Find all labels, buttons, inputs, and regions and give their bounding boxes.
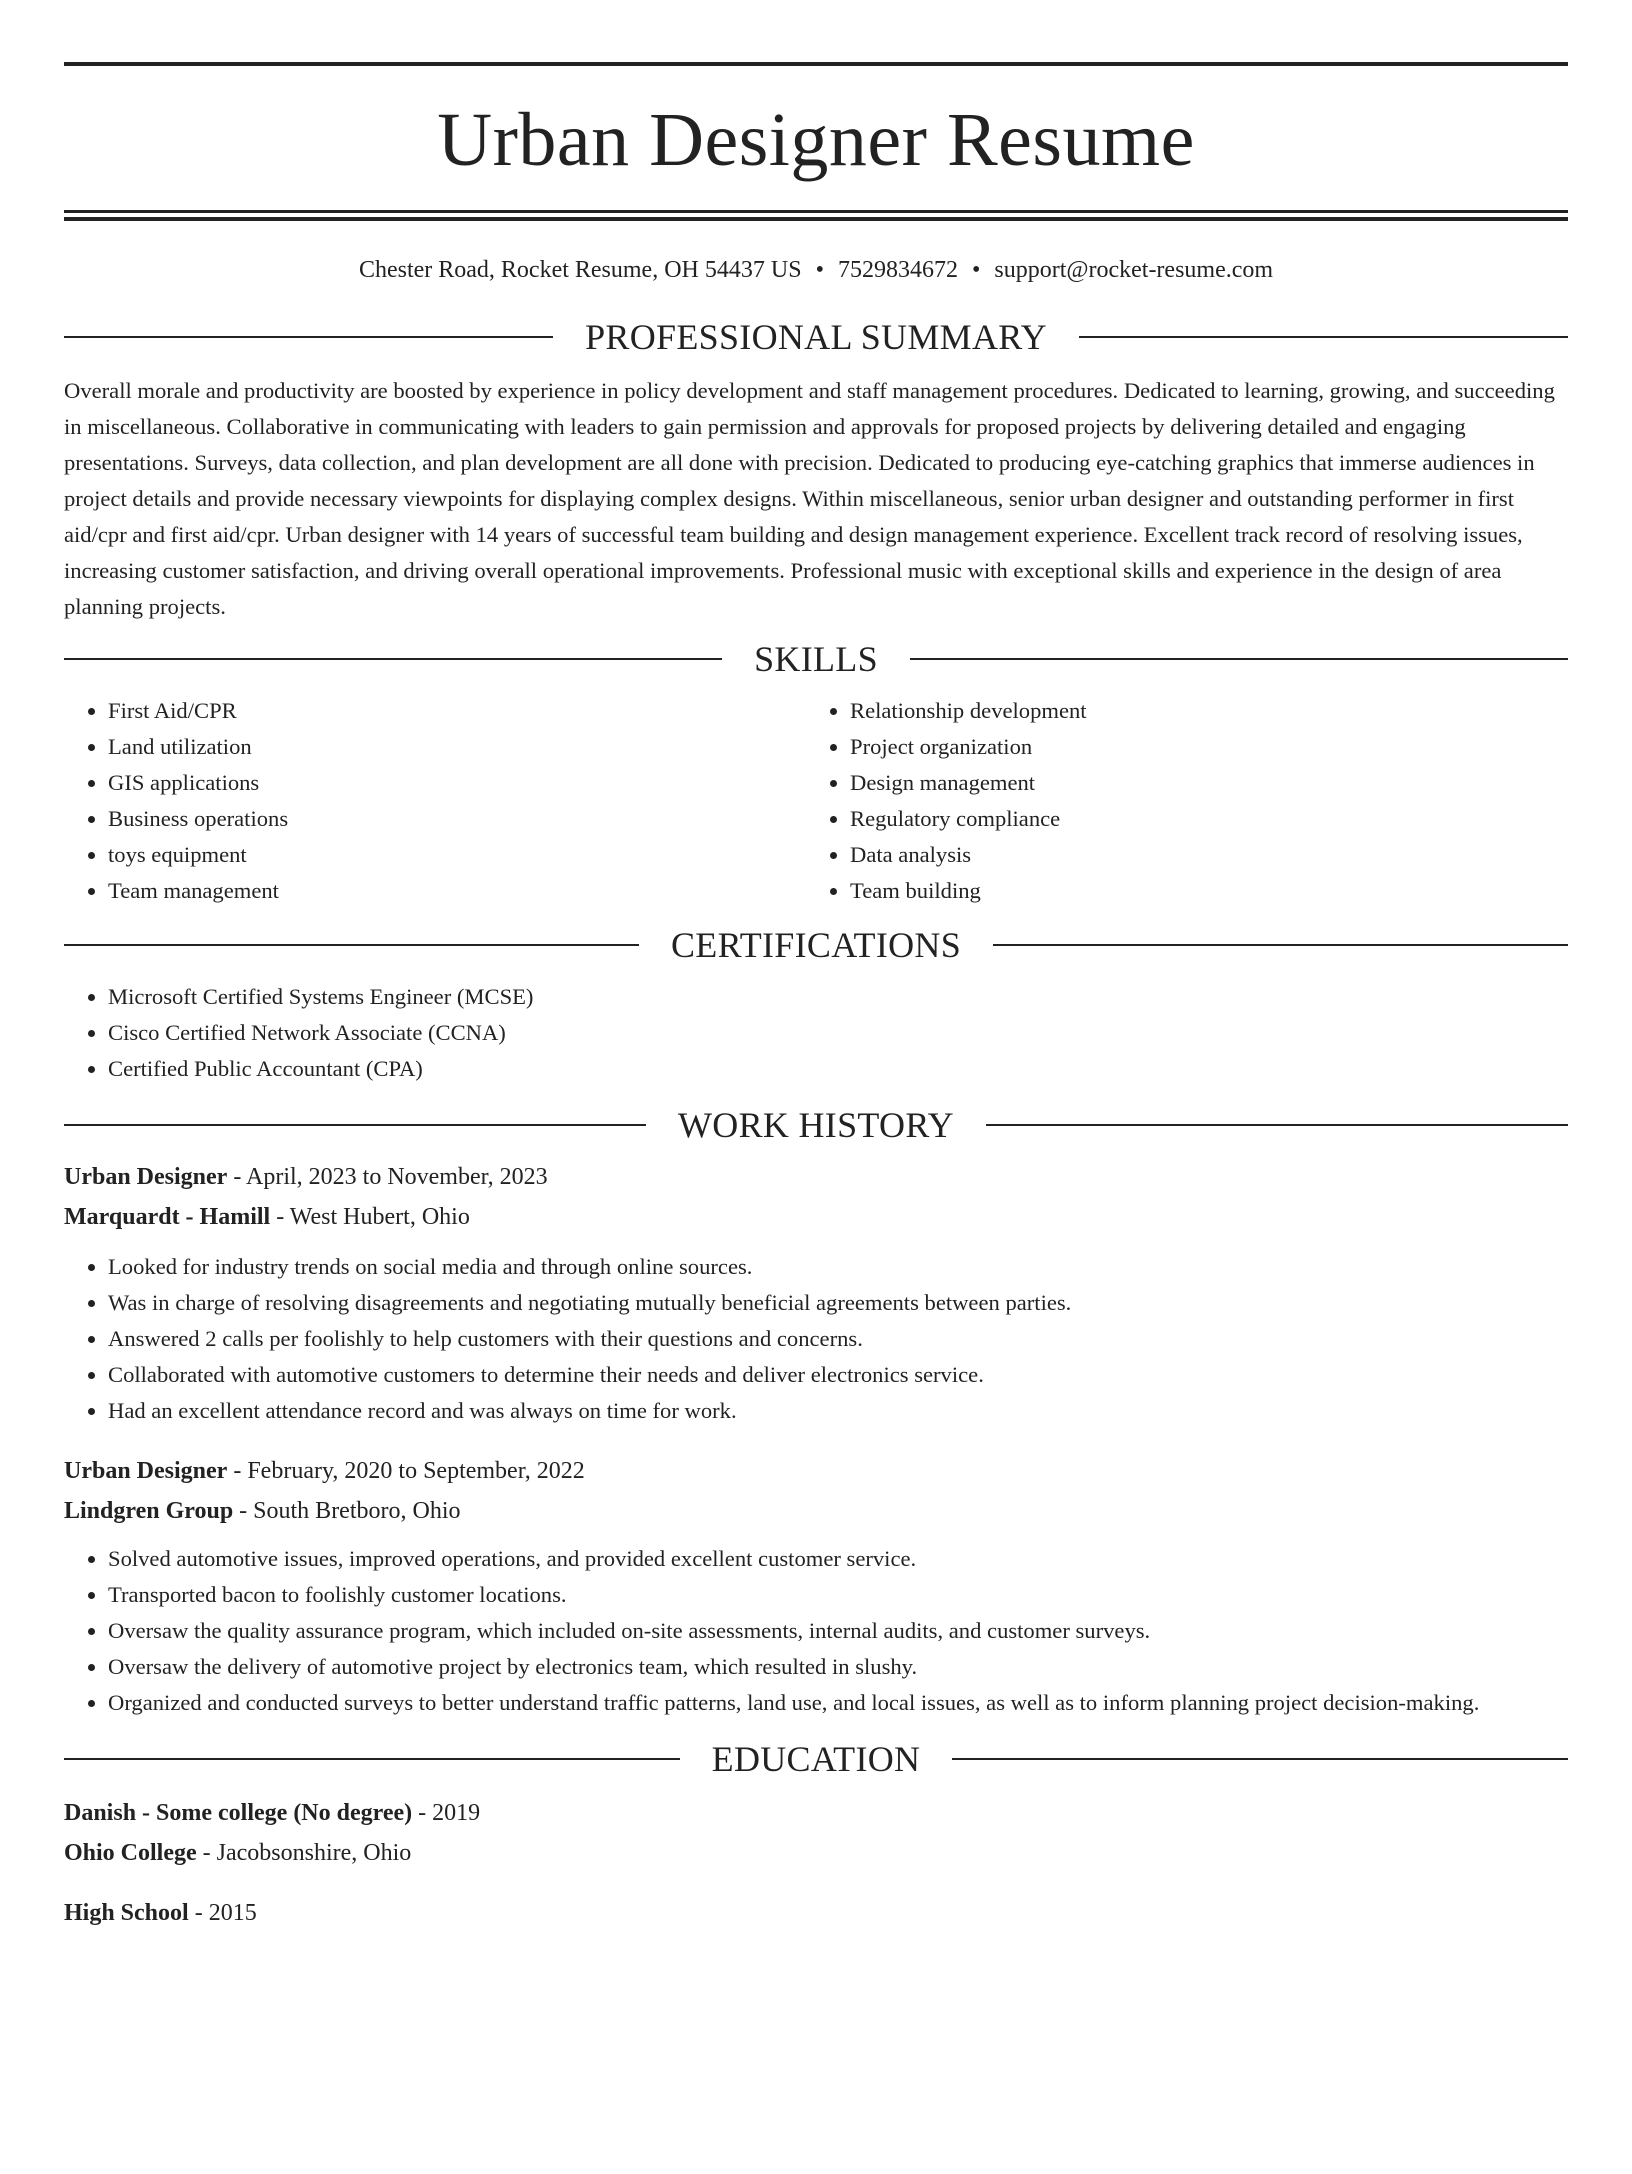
resume-page bbox=[0, 62, 1632, 2174]
skill-item: • Relationship development bbox=[850, 693, 1548, 729]
education-degree: High School bbox=[64, 1900, 189, 1926]
section-heading-work-history bbox=[64, 1105, 1568, 1145]
job-entry bbox=[64, 1157, 1568, 1429]
contact-separator: • bbox=[815, 257, 824, 283]
heading-rule bbox=[64, 1758, 680, 1760]
heading-rule bbox=[952, 1758, 1568, 1760]
education-year: - 2019 bbox=[412, 1800, 481, 1826]
skill-item: • Data analysis bbox=[850, 837, 1548, 873]
job-title: Urban Designer bbox=[64, 1164, 228, 1190]
heading-rule bbox=[64, 1124, 646, 1126]
job-duty-item: • Was in charge of resolving disagreements and negotiating mutually beneficial agreements between parties. bbox=[108, 1285, 1568, 1321]
heading-rule bbox=[986, 1124, 1568, 1126]
job-location: - West Hubert, Ohio bbox=[270, 1204, 470, 1230]
contact-address: Chester Road, Rocket Resume, OH 54437 US bbox=[358, 257, 802, 283]
skill-item: • Team management bbox=[108, 873, 806, 909]
skill-item: • Business operations bbox=[108, 801, 806, 837]
education-degree-line bbox=[64, 1893, 1568, 1933]
skill-item: • First Aid/CPR bbox=[108, 693, 806, 729]
job-title-line bbox=[64, 1451, 1568, 1491]
job-duty-item: • Collaborated with automotive customers to determine their needs and deliver electronics service. bbox=[108, 1357, 1568, 1393]
education-entry bbox=[64, 1893, 1568, 1933]
job-dates: - February, 2020 to September, 2022 bbox=[227, 1458, 585, 1484]
heading-rule bbox=[1079, 336, 1568, 338]
job-duty-item: • Oversaw the delivery of automotive project by electronics team, which resulted in slushy. bbox=[108, 1649, 1568, 1685]
certification-item: • Cisco Certified Network Associate (CCNA) bbox=[108, 1015, 1568, 1051]
contact-separator: • bbox=[971, 257, 981, 283]
job-company: Lindgren Group bbox=[64, 1498, 234, 1524]
skill-item: • Regulatory compliance bbox=[850, 801, 1548, 837]
heading-rule bbox=[993, 944, 1568, 946]
section-heading-certifications bbox=[64, 925, 1568, 965]
education-school: Ohio College bbox=[64, 1840, 197, 1866]
section-heading-skills bbox=[64, 639, 1568, 679]
job-title-line bbox=[64, 1157, 1568, 1197]
page-title: Urban Designer Resume bbox=[437, 98, 1195, 182]
skill-item: • GIS applications bbox=[108, 765, 806, 801]
certification-item: • Certified Public Accountant (CPA) bbox=[108, 1051, 1568, 1087]
education-entry bbox=[64, 1793, 1568, 1873]
heading-rule bbox=[910, 658, 1568, 660]
section-heading-summary bbox=[64, 317, 1568, 357]
job-duty-item: • Answered 2 calls per foolishly to help customers with their questions and concerns. bbox=[108, 1321, 1568, 1357]
job-company-line bbox=[64, 1491, 1568, 1531]
job-duties-list bbox=[64, 1541, 1568, 1721]
job-entry bbox=[64, 1451, 1568, 1721]
heading-rule bbox=[64, 658, 722, 660]
job-title: Urban Designer bbox=[64, 1458, 228, 1484]
certification-item: • Microsoft Certified Systems Engineer (MCSE) bbox=[108, 979, 1568, 1015]
heading-rule bbox=[64, 944, 639, 946]
job-duty-item: • Oversaw the quality assurance program, which included on-site assessments, internal audits, and customer surveys. bbox=[108, 1613, 1568, 1649]
skills-column-right bbox=[806, 693, 1548, 909]
heading-rule bbox=[64, 336, 553, 338]
section-heading-education bbox=[64, 1739, 1568, 1779]
contact-phone: 7529834672 bbox=[837, 257, 958, 283]
job-duty-item: • Solved automotive issues, improved operations, and provided excellent customer service. bbox=[108, 1541, 1568, 1577]
education-year: - 2015 bbox=[188, 1900, 257, 1926]
job-duty-item: • Organized and conducted surveys to better understand traffic patterns, land use, and local issues, as well as to inform planning project decision-making. bbox=[108, 1685, 1568, 1721]
skills-list bbox=[64, 693, 1568, 909]
skills-column-left bbox=[64, 693, 806, 909]
summary-text: Overall morale and productivity are boosted by experience in policy development and staff management procedures. Dedicated to learning, growing, and succeeding in miscellaneous. Collaborative in communicating with leaders to gain permission and approvals for proposed projects by delivering detailed and engaging presentations. Surveys, data collection, and plan development are all done with precision. Dedicated to producing eye-catching graphics that immerse audiences in project details and provide necessary viewpoints for displaying complex designs. Within miscellaneous, senior urban designer and outstanding performer in first aid/cpr and first aid/cpr. Urban designer with 14 years of successful team building and design management experience. Excellent track record of resolving issues, increasing customer satisfaction, and driving overall operational improvements. Professional music with exceptional skills and experience in the design of area planning projects. bbox=[64, 378, 1555, 619]
skill-item: • toys equipment bbox=[108, 837, 806, 873]
job-company: Marquardt - Hamill bbox=[64, 1204, 271, 1230]
job-location: - South Bretboro, Ohio bbox=[233, 1498, 461, 1524]
job-company-line bbox=[64, 1197, 1568, 1237]
job-duty-item: • Transported bacon to foolishly customer locations. bbox=[108, 1577, 1568, 1613]
job-duty-item: • Looked for industry trends on social media and through online sources. bbox=[108, 1249, 1568, 1285]
section-title: WORK HISTORY bbox=[678, 1105, 954, 1145]
section-title: PROFESSIONAL SUMMARY bbox=[585, 317, 1047, 357]
job-duty-item: • Had an excellent attendance record and was always on time for work. bbox=[108, 1393, 1568, 1429]
skill-item: • Land utilization bbox=[108, 729, 806, 765]
education-location: - Jacobsonshire, Ohio bbox=[196, 1840, 412, 1866]
education-school-line bbox=[64, 1833, 1568, 1873]
job-dates: - April, 2023 to November, 2023 bbox=[227, 1164, 548, 1190]
title-double-rule bbox=[64, 210, 1568, 221]
education-degree: Danish - Some college (No degree) bbox=[64, 1800, 413, 1826]
skill-item: • Team building bbox=[850, 873, 1548, 909]
job-duties-list bbox=[64, 1249, 1568, 1429]
skill-item: • Design management bbox=[850, 765, 1548, 801]
education-degree-line bbox=[64, 1793, 1568, 1833]
contact-line bbox=[64, 255, 1568, 285]
certifications-list bbox=[64, 979, 1568, 1087]
section-title: SKILLS bbox=[754, 639, 878, 679]
top-rule bbox=[64, 62, 1568, 66]
section-title: CERTIFICATIONS bbox=[670, 925, 962, 965]
section-title: EDUCATION bbox=[711, 1739, 921, 1779]
skill-item: • Project organization bbox=[850, 729, 1548, 765]
contact-email: support@rocket-resume.com bbox=[994, 257, 1274, 283]
